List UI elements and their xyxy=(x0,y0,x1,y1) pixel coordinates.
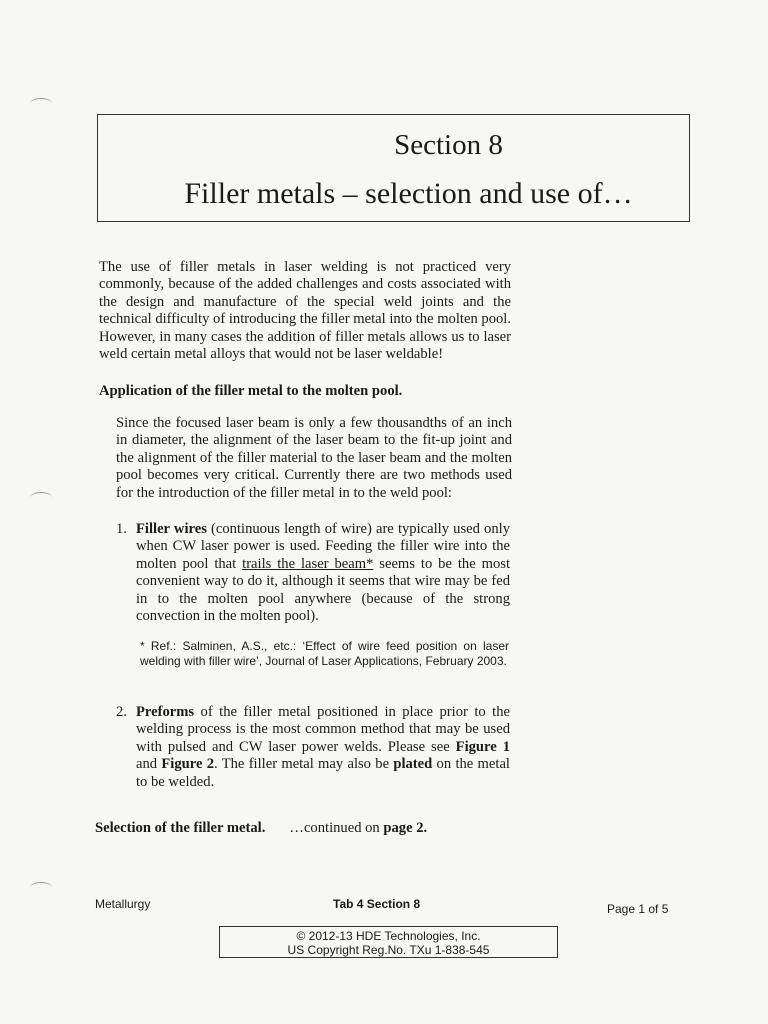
footer-center: Tab 4 Section 8 xyxy=(333,897,421,911)
application-heading: Application of the filler metal to the molten pool. xyxy=(99,383,403,399)
figure-2-ref: Figure 2 xyxy=(161,756,215,773)
application-paragraph: Since the focused laser beam is only a few thousandths of an inch in diameter, the alignment of the laser beam to the fit-up joint and the alignment of the filler material to the laser beam and the molten pool becomes very critical. Currently there are two methods used for the introduction of the filler metal in to the weld pool: xyxy=(116,415,512,501)
binder-hole-mark xyxy=(30,492,52,503)
item-text: and xyxy=(136,756,162,773)
item-text: (continuous length of wire) are typically used only when CW laser power is used. Feeding the filler wire into the molten pool that xyxy=(136,521,510,572)
item-text: of the filler metal positioned in place prior to the welding process is the most common method that may be used with pulsed and CW laser power welds. Please see xyxy=(136,704,510,755)
continued-page: page 2. xyxy=(383,820,428,836)
term-filler-wires: Filler wires xyxy=(136,521,207,537)
list-item-filler-wires xyxy=(116,521,510,625)
figure-1-ref: Figure 1 xyxy=(455,738,510,755)
item-text: . The filler metal may also be xyxy=(214,756,394,773)
footer-left: Metallurgy xyxy=(95,897,151,911)
term-preforms: Preforms xyxy=(136,704,195,720)
plated-term: plated xyxy=(393,756,433,773)
section-subtitle: Filler metals – selection and use of… xyxy=(184,177,633,210)
continued-text: …continued on xyxy=(289,820,384,836)
selection-heading: Selection of the filler metal. xyxy=(95,820,266,836)
list-number: 1. xyxy=(116,521,127,537)
binder-hole-mark xyxy=(30,98,52,109)
copyright-line-1: © 2012-13 HDE Technologies, Inc. xyxy=(296,929,481,943)
copyright-line-2: US Copyright Reg.No. TXu 1-838-545 xyxy=(287,943,490,957)
intro-paragraph: The use of filler metals in laser welding is not practiced very commonly, because of the added challenges and costs associated with the design and manufacture of the special weld joints and the technical difficulty of introducing the filler metal into the molten pool. However, in many cases the addition of filler metals allows us to laser weld certain metal alloys that would not be laser weldable! xyxy=(99,259,511,363)
selection-line xyxy=(95,820,427,837)
binder-hole-mark xyxy=(30,882,52,893)
list-item-preforms xyxy=(116,704,510,791)
copyright-box xyxy=(219,926,558,958)
footer-page-number: Page 1 of 5 xyxy=(607,902,669,916)
section-number: Section 8 xyxy=(394,129,503,161)
section-title-box xyxy=(97,114,690,222)
item-text: seems to be the most convenient way to do it, although it seems that wire may be fed in to the molten pool anywhere (because of the strong convection in the molten pool). xyxy=(136,555,510,625)
underlined-phrase: trails the laser beam* xyxy=(242,555,374,572)
item-text: on the metal to be welded. xyxy=(136,756,510,790)
list-number: 2. xyxy=(116,704,127,720)
reference-note: * Ref.: Salminen, A.S., etc.: ‘Effect of wire feed position on laser welding with filler wire’, Journal of Laser Applications, February 2003. xyxy=(140,639,509,668)
